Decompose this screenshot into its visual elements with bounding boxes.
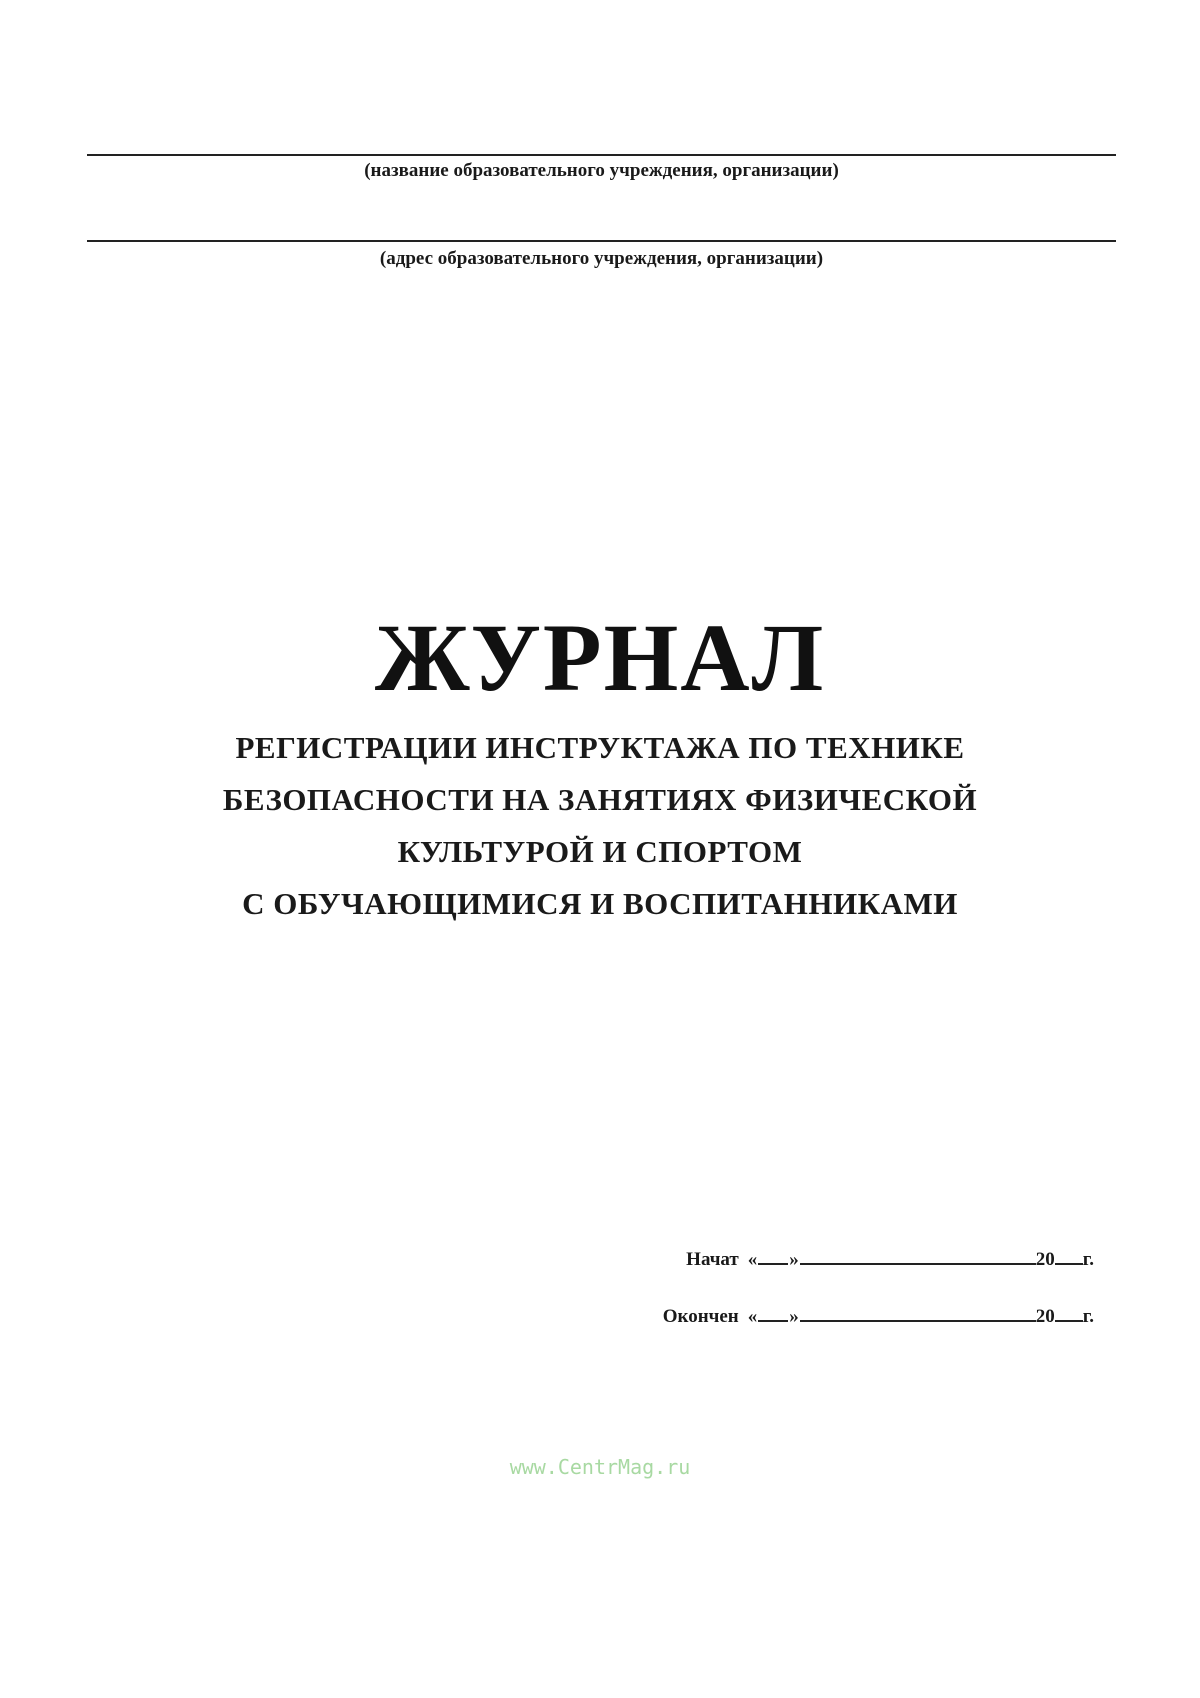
watermark: www.CentrMag.ru	[509, 1455, 691, 1479]
institution-name-caption: (название образовательного учреждения, организации)	[364, 160, 839, 181]
century-prefix: 20	[1035, 1249, 1055, 1270]
ended-date-row	[663, 1302, 1094, 1332]
subtitle-line: КУЛЬТУРОЙ И СПОРТОМ	[397, 834, 803, 869]
subtitle	[0, 722, 1200, 930]
ended-day-field[interactable]	[758, 1302, 788, 1322]
institution-name-line[interactable]	[87, 154, 1116, 156]
journal-dates	[663, 1245, 1094, 1359]
main-title: ЖУРНАЛ	[374, 604, 826, 711]
ended-year-field[interactable]	[1055, 1302, 1083, 1322]
ended-label: Окончен	[662, 1306, 739, 1327]
ended-month-field[interactable]	[800, 1302, 1036, 1322]
institution-address-line[interactable]	[87, 240, 1116, 242]
subtitle-line: БЕЗОПАСНОСТИ НА ЗАНЯТИЯХ ФИЗИЧЕСКОЙ	[222, 782, 978, 817]
subtitle-line: С ОБУЧАЮЩИМИСЯ И ВОСПИТАННИКАМИ	[242, 886, 958, 921]
started-month-field[interactable]	[800, 1245, 1036, 1265]
close-quote: »	[789, 1306, 799, 1327]
year-suffix: г.	[1082, 1249, 1094, 1270]
title-block	[0, 604, 1200, 930]
institution-address-caption: (адрес образовательного учреждения, организации)	[379, 248, 824, 269]
started-label: Начат	[686, 1249, 739, 1270]
started-day-field[interactable]	[758, 1245, 788, 1265]
open-quote: «	[747, 1306, 758, 1327]
started-year-field[interactable]	[1055, 1245, 1083, 1265]
year-suffix: г.	[1082, 1306, 1094, 1327]
started-date-row	[663, 1245, 1094, 1275]
close-quote: »	[789, 1249, 799, 1270]
open-quote: «	[747, 1249, 758, 1270]
subtitle-line: РЕГИСТРАЦИИ ИНСТРУКТАЖА ПО ТЕХНИКЕ	[235, 730, 965, 765]
century-prefix: 20	[1035, 1306, 1055, 1327]
